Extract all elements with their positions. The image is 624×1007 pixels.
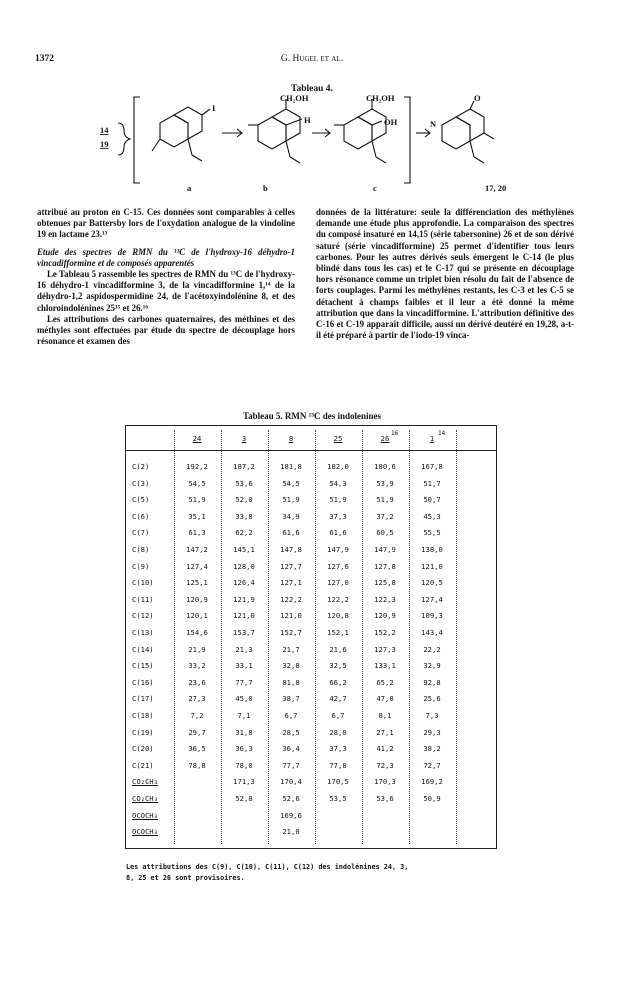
table-cell: 50,9 [423,794,441,803]
table-cell: 125,1 [186,578,208,588]
running-head: G. Hugel et al. [280,54,344,64]
table-cell: 78,8 [188,760,206,770]
table-cell: 38,2 [423,744,441,754]
table-cell: 133,1 [374,661,396,671]
table-cell: 120,1 [186,611,208,621]
table-cell: 127,4 [421,594,443,604]
table-cell: 22,2 [423,644,441,654]
brace [118,123,130,155]
column-header: 24 [192,434,202,443]
table-cell: 121,0 [233,611,255,621]
table-cell: 50,7 [423,495,441,505]
table-cell: 138,0 [421,545,443,554]
table-cell: 33,8 [235,511,253,521]
table-cell: 72,7 [423,760,441,770]
table-cell: 21,7 [282,644,300,654]
table-cell: 127,6 [327,561,349,571]
table-cell: 33,2 [188,661,206,671]
table-cell: 122,2 [280,594,302,604]
row-label: C(11) [132,594,154,604]
scheme-title: Tableau 4. [291,84,333,94]
table-cell: 25,6 [423,694,441,704]
table-cell: 126,4 [233,578,255,588]
table-cell: 33,1 [235,661,253,671]
table-cell: 21,3 [235,644,253,654]
table-cell: 61,6 [282,528,300,538]
col-sep [315,430,316,844]
table-cell: 122,3 [374,594,396,604]
table-cell: 7,3 [425,711,439,720]
table-cell: 66,2 [329,677,347,687]
table-cell: 170,4 [280,777,302,787]
table-cell: 169,2 [421,777,443,787]
table-title: Tableau 5. RMN ¹³C des indolenines [242,411,382,421]
substituent-ch2oh-2: CH₂OH [366,93,395,103]
nmr-table [125,425,497,849]
table-cell: 36,5 [188,744,206,754]
structure-a [152,107,210,161]
table-cell: 180,6 [374,462,396,471]
left-paragraph-2: Le Tableau 5 rassemble les spectres de RMN du ¹³C de l'hydroxy-16 déhydro-1 vincadifformine 3, de la vincadifformine 1,¹⁴ de la déhydro-1,2 aspidospermidine 24, de l'acétoxyindolénine 8, et des chloroindolénines 25¹⁵ et 26.¹⁶ [37,269,295,313]
table-cell: 127,0 [327,578,349,588]
table-cell: 127,8 [374,561,396,571]
close-bracket [404,97,410,183]
table-cell: 51,7 [423,478,441,488]
table-cell: 143,4 [421,628,443,637]
column-header: 26 [380,434,390,443]
table-cell: 81,8 [282,677,300,687]
table-cell: 109,3 [421,611,443,621]
table-cell: 41,2 [376,744,394,754]
table-cell: 170,5 [327,777,349,787]
table-cell: 37,3 [329,744,347,754]
table-cell: 145,1 [233,545,255,554]
col-sep [409,430,410,844]
table-cell: 125,8 [374,578,396,588]
table-cell: 77,8 [329,760,347,770]
table-cell: 54,3 [329,478,347,488]
table-cell: 29,7 [188,727,206,737]
table-cell: 53,5 [329,794,347,803]
table-cell: 35,1 [188,511,206,521]
column-header: 1 [429,434,435,443]
left-column [37,207,295,347]
table-cell: 127,1 [280,578,302,588]
table-cell: 72,3 [376,760,394,770]
structure-17-20 [442,101,494,163]
substituent-i: I [212,103,216,113]
row-label: C(5) [132,495,150,505]
table-cell: 37,3 [329,511,347,521]
table-cell: 170,3 [374,777,396,787]
table-cell: 7,1 [237,711,251,720]
table-cell: 23,6 [188,677,206,687]
table-cell: 53,6 [235,478,253,488]
ref-14: 14 [100,125,109,135]
row-label: C(18) [132,711,154,720]
table-cell: 6,7 [284,711,298,720]
left-paragraph-1: attribué au proton en C-15. Ces données sont comparables à celles obtenues par Battersby lors de l'oxydation analogue de la vindoline 19 en lactame 23.¹³ [37,207,295,240]
label-17-20: 17, 20 [485,183,507,193]
row-label: OCOCH₃ [132,810,158,820]
table-cell: 78,0 [235,760,253,770]
table-cell: 47,0 [376,694,394,704]
table-cell: 27,3 [188,694,206,704]
table-cell: 60,5 [376,528,394,538]
table-cell: 31,8 [235,727,253,737]
table-cell: 54,5 [282,478,300,488]
table-cell: 32,9 [423,661,441,671]
table-cell: 53,9 [376,478,394,488]
footnote-line-1: Les attributions des C(9), C(10), C(11), C(12) des indolénines 24, 3, [126,863,409,871]
section-heading: Etude des spectres de RMN du ¹³C de l'hydroxy-16 déhydro-1 vincadifformine et de composés apparentés [37,246,295,268]
table-cell: 61,6 [329,528,347,538]
column-header-superscript: 14 [438,430,446,437]
table-cell: 152,2 [374,628,396,637]
table-cell: 34,9 [282,511,300,521]
col-sep [456,430,457,844]
table-cell: 147,8 [280,545,302,554]
right-column [316,207,574,341]
col-sep [268,430,269,844]
row-label: C(19) [132,727,154,737]
table-cell: 51,9 [376,495,394,505]
row-label: C(17) [132,694,154,704]
row-label: CO₂CH₃ [132,777,158,787]
table-cell: 52,8 [235,794,253,803]
row-label: C(9) [132,561,150,571]
row-label: C(15) [132,661,154,671]
table-cell: 36,3 [235,744,253,754]
row-label: OCOCH₃ [132,827,158,837]
table-cell: 29,3 [423,727,441,737]
open-bracket [134,97,140,183]
substituent-ch2oh-1: CH₂OH [280,93,309,103]
row-label: C(3) [132,478,150,488]
table-cell: 61,3 [188,528,206,538]
table-cell: 77,7 [235,677,253,687]
table-cell: 45,0 [235,694,253,704]
row-label: C(13) [132,628,154,637]
table-cell: 147,9 [374,545,396,554]
reaction-scheme [100,93,510,195]
table-cell: 27,1 [376,727,394,737]
table-cell: 120,9 [186,594,208,604]
header-rule [126,450,496,451]
table-cell: 52,0 [235,495,253,505]
column-header: 25 [333,434,343,443]
footnote-line-2: 8, 25 et 26 sont provisoires. [126,873,245,882]
table-cell: 51,9 [329,495,347,505]
table-cell: 21,6 [329,644,347,654]
table-cell: 121,0 [421,561,443,571]
substituent-o: O [474,93,481,103]
table-cell: 92,8 [423,677,441,687]
row-label: C(6) [132,511,150,521]
table-cell: 152,7 [280,628,302,637]
label-b: b [263,183,268,193]
table-cell: 153,7 [233,628,255,637]
right-paragraph: données de la littérature: seule la différenciation des méthylènes demande une étude plus approfondie. La comparaison des spectres du composé insaturé en 14,15 (série tabersonine) 26 et de son dérivé saturé (série vincadifformine) 25 permet d'identifier tous leurs carbones. Pour les autres dérivés seuls émergent le C-14 (le plus blindé dans tous les cas) et le C-17 qui se présente en découplage hors résonance comme un triplet bien résolu du fait de l'absence de forts couplages. Parmi les méthylènes restants, les C-3 et les C-5 se détachent à champs faibles et il leur a été donné la même attribution que dans la vincadifformine. L'attribution définitive des C-16 et C-19 apparaît difficile, aussi un dérivé deutéré en 19,28, a-t-il été préparé à partir de l'iodo-19 vinca- [316,207,574,341]
table-cell: 38,7 [282,694,300,704]
table-cell: 187,2 [233,462,255,471]
table-cell: 28,5 [282,727,300,737]
table-cell: 51,9 [188,495,206,505]
substituent-n: N [430,119,437,129]
table-cell: 128,0 [233,561,255,571]
table-cell: 52,6 [282,794,300,803]
table-cell: 127,7 [280,561,302,571]
table-cell: 21,0 [282,827,300,837]
table-cell: 51,9 [282,495,300,505]
col-sep [174,430,175,844]
substituent-h: H [304,115,311,125]
column-header-superscript: 16 [391,430,399,437]
page-number: 1372 [35,54,54,64]
table-cell: 65,2 [376,677,394,687]
col-sep [221,430,222,844]
table-cell: 182,0 [327,462,349,471]
row-label: C(7) [132,528,150,538]
table-cell: 42,7 [329,694,347,704]
table-cell: 37,2 [376,511,394,521]
table-cell: 32,8 [282,661,300,671]
table-cell: 53,6 [376,794,394,803]
table-cell: 32,5 [329,661,347,671]
table-cell: 121,0 [280,611,302,621]
col-sep [362,430,363,844]
row-label: C(21) [132,760,154,770]
table-cell: 7,2 [190,711,204,720]
table-cell: 154,6 [186,628,208,637]
table-cell: 147,2 [186,545,208,554]
table-cell: 152,1 [327,628,349,637]
row-label: C(12) [132,611,154,621]
ref-19: 19 [100,139,109,149]
label-a: a [187,183,192,193]
table-footnote [126,862,516,883]
row-label: C(2) [132,462,150,471]
table-cell: 8,1 [378,711,392,720]
structure-c [334,99,386,163]
row-label: C(20) [132,744,154,754]
left-paragraph-3: Les attributions des carbones quaternaires, des méthines et des méthyles sont effectuées par étude du spectre de découplage hors résonance et examen des [37,313,295,347]
table-cell: 21,9 [188,644,206,654]
structure-b [248,99,302,163]
table-cell: 54,5 [188,478,206,488]
table-cell: 120,5 [421,578,443,588]
column-header: 3 [241,434,247,443]
row-label: C(8) [132,545,150,554]
table-cell: 121,9 [233,594,255,604]
table-cell: 127,3 [374,644,396,654]
table-cell: 45,3 [423,511,441,521]
table-cell: 62,2 [235,528,253,538]
table-cell: 55,5 [423,528,441,538]
row-label: C(14) [132,644,154,654]
table-cell: 6,7 [331,711,345,720]
table-cell: 122,2 [327,594,349,604]
table-cell: 120,9 [374,611,396,621]
table-cell: 147,9 [327,545,349,554]
table-cell: 120,8 [327,611,349,621]
table-cell: 36,4 [282,744,300,754]
table-cell: 169,6 [280,810,302,820]
label-c: c [373,183,377,193]
row-label: CO₂CH₃ [132,794,158,803]
row-label: C(10) [132,578,154,588]
table-cell: 77,7 [282,760,300,770]
substituent-oh: OH [384,117,398,127]
table-cell: 167,8 [421,462,443,471]
table-cell: 28,0 [329,727,347,737]
table-cell: 127,4 [186,561,208,571]
row-label: C(16) [132,677,154,687]
table-cell: 192,2 [186,462,208,471]
column-header: 8 [288,434,294,443]
table-cell: 181,8 [280,462,302,471]
table-cell: 171,3 [233,777,255,787]
